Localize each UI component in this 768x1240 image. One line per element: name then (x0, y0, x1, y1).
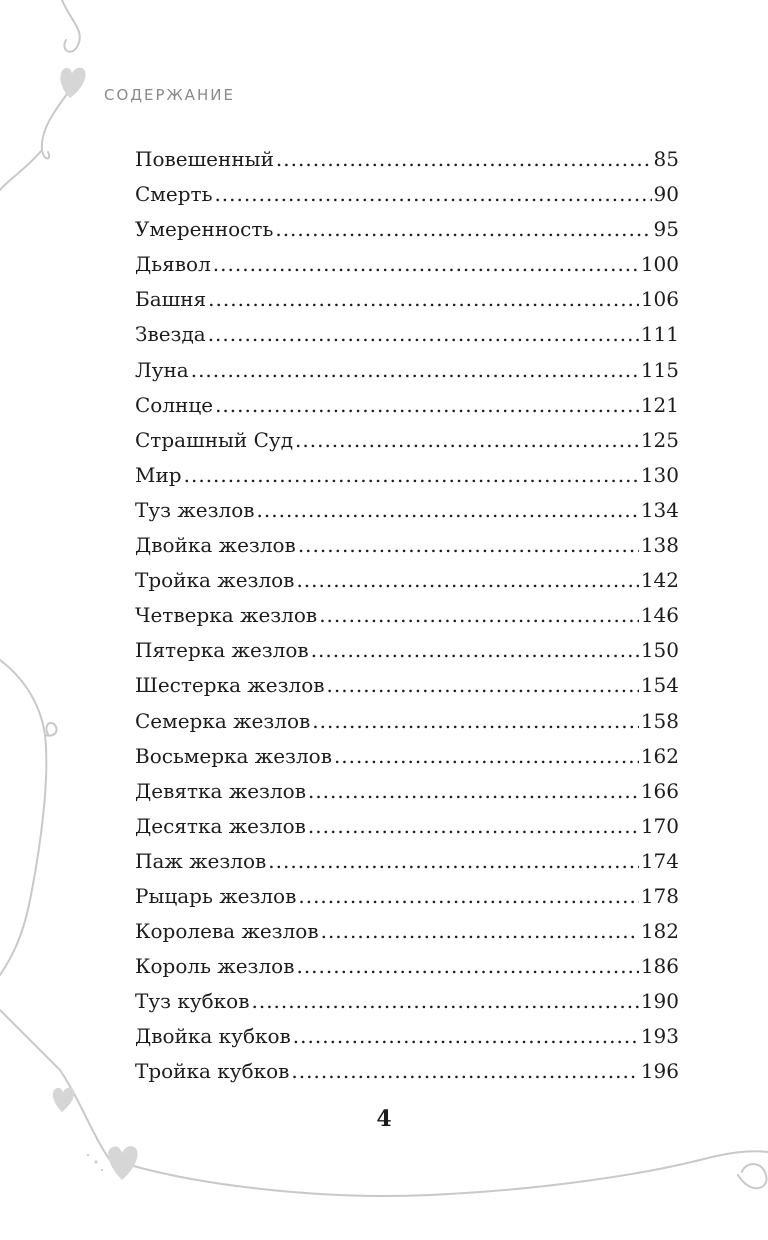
toc-entry-page: 146 (640, 603, 679, 628)
toc-entry-title: Пятерка жезлов (135, 638, 309, 663)
toc-entry (135, 914, 679, 949)
toc-entry (135, 493, 679, 528)
dot-leader (213, 247, 639, 282)
toc-entry-page: 162 (640, 743, 679, 768)
toc-entry (135, 423, 679, 458)
toc-entry-title: Десятка жезлов (135, 813, 306, 838)
dot-leader (308, 774, 639, 809)
dot-leader (291, 1054, 638, 1089)
toc-entry-title: Восьмерка жезлов (135, 743, 332, 768)
dot-leader (321, 914, 639, 949)
toc-entry-page: 100 (640, 252, 679, 277)
toc-entry (135, 563, 679, 598)
toc-entry-page: 85 (653, 147, 679, 171)
dot-leader (296, 949, 638, 984)
dot-leader (276, 142, 652, 177)
toc-entry-page: 138 (640, 533, 679, 558)
dot-leader (268, 844, 639, 879)
toc-entry-title: Туз жезлов (135, 497, 255, 522)
toc-entry-page: 158 (640, 708, 679, 733)
toc-entry-title: Страшный Суд (135, 427, 294, 452)
dot-leader (327, 668, 639, 703)
toc-entry-title: Четверка жезлов (135, 603, 318, 628)
toc-entry-title: Дьявол (135, 252, 211, 277)
toc-entry-page: 186 (640, 954, 679, 979)
toc-entry (135, 668, 679, 703)
toc-entry-page: 193 (640, 1024, 679, 1049)
toc-entry-page: 90 (653, 182, 679, 207)
dot-leader (215, 388, 639, 423)
toc-entry-page: 115 (640, 357, 679, 382)
toc-entry-title: Смерть (135, 182, 213, 207)
toc-entry-page: 190 (640, 989, 679, 1014)
toc-entry-title: Солнце (135, 392, 214, 417)
toc-entry-title: Двойка жезлов (135, 533, 296, 558)
toc-entry (135, 984, 679, 1019)
dot-leader (311, 633, 639, 668)
toc-entry (135, 774, 679, 809)
toc-entry (135, 142, 679, 177)
toc-entry-page: 142 (640, 568, 679, 593)
toc-entry-title: Семерка жезлов (135, 708, 311, 733)
dot-leader (293, 1019, 639, 1054)
toc-entry-title: Туз кубков (135, 989, 250, 1014)
toc-entry (135, 704, 679, 739)
toc-entry-page: 111 (640, 322, 679, 347)
toc-entry-title: Королева жезлов (135, 919, 319, 944)
toc-entry (135, 528, 679, 563)
toc-entry-title: Тройка кубков (135, 1059, 290, 1084)
toc-entry (135, 247, 679, 282)
toc-entry-title: Умеренность (135, 217, 274, 242)
toc-entry-title: Башня (135, 287, 207, 312)
toc-entry (135, 844, 679, 879)
dot-leader (296, 563, 638, 598)
toc-entry-page: 196 (640, 1059, 679, 1084)
dot-leader (251, 984, 638, 1019)
toc-entry-page: 154 (640, 673, 679, 698)
toc-entry-page: 121 (640, 392, 679, 417)
toc-entry (135, 1019, 679, 1054)
toc-entry-title: Звезда (135, 322, 206, 347)
toc-entry-page: 125 (640, 427, 679, 452)
toc-entry-page: 150 (640, 638, 679, 663)
toc-entry-title: Король жезлов (135, 954, 295, 979)
dot-leader (184, 458, 639, 493)
page-number: 4 (376, 1106, 392, 1132)
dot-leader (208, 317, 639, 352)
toc-entry (135, 633, 679, 668)
toc-entry (135, 739, 679, 774)
toc-entry-title: Шестерка жезлов (135, 673, 325, 698)
dot-leader (214, 177, 651, 212)
toc-entry-title: Рыцарь жезлов (135, 883, 297, 908)
toc-entry-page: 174 (640, 848, 679, 873)
toc-entry (135, 949, 679, 984)
toc-entry-page: 134 (640, 497, 679, 522)
toc-entry-title: Девятка жезлов (135, 778, 306, 803)
toc-entry-page: 182 (640, 919, 679, 944)
toc-entry (135, 809, 679, 844)
toc-entry-title: Мир (135, 462, 182, 487)
toc-entry-page: 166 (640, 778, 679, 803)
toc-entry-page: 95 (653, 217, 679, 242)
toc-entry-title: Паж жезлов (135, 848, 267, 873)
toc-entry-title: Тройка жезлов (135, 568, 295, 593)
toc-entry (135, 1054, 679, 1089)
toc-entry-title: Двойка кубков (135, 1024, 291, 1049)
section-title: СОДЕРЖАНИЕ (104, 86, 235, 104)
toc-entry-title: Повешенный (135, 147, 274, 171)
dot-leader (312, 704, 639, 739)
table-of-contents (135, 142, 679, 1090)
dot-leader (319, 598, 639, 633)
dot-leader (275, 212, 651, 247)
toc-entry (135, 212, 679, 247)
dot-leader (334, 739, 639, 774)
dot-leader (191, 353, 639, 388)
dot-leader (208, 282, 639, 317)
toc-entry (135, 879, 679, 914)
toc-entry (135, 388, 679, 423)
toc-entry-title: Луна (135, 357, 189, 382)
toc-entry (135, 353, 679, 388)
toc-entry-page: 170 (640, 813, 679, 838)
toc-entry (135, 598, 679, 633)
dot-leader (298, 879, 638, 914)
dot-leader (257, 493, 639, 528)
toc-entry-page: 178 (640, 883, 679, 908)
toc-entry (135, 177, 679, 212)
toc-entry (135, 317, 679, 352)
dot-leader (308, 809, 639, 844)
toc-entry (135, 282, 679, 317)
toc-entry (135, 458, 679, 493)
toc-entry-page: 130 (640, 462, 679, 487)
toc-entry-page: 106 (640, 287, 679, 312)
dot-leader (298, 528, 639, 563)
dot-leader (295, 423, 639, 458)
